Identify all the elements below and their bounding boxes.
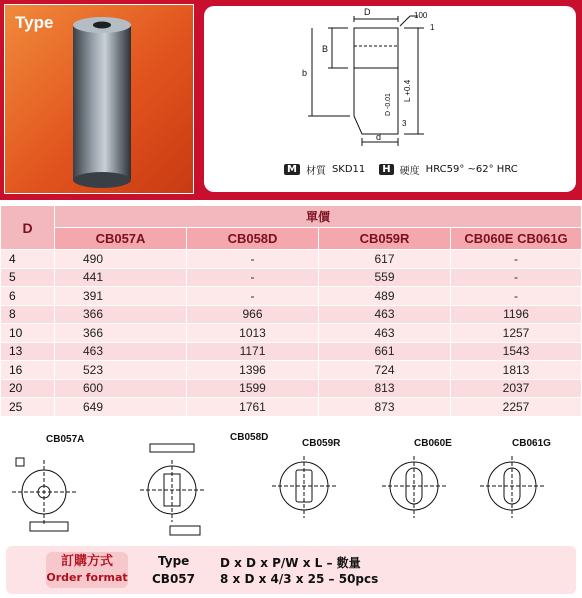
price-cell: 813 (319, 379, 451, 398)
price-cell: - (451, 287, 582, 306)
diagram-code: CB059R (302, 438, 341, 449)
price-cell: 463 (319, 305, 451, 324)
price-cell: 463 (319, 324, 451, 343)
price-cell: 1761 (187, 398, 319, 417)
col-header: CB058D (187, 228, 319, 250)
col-header: CB060E CB061G (451, 228, 582, 250)
dim-Dtol: D -0.01 (385, 93, 392, 116)
price-cell: 966 (187, 305, 319, 324)
order-format-label (46, 552, 128, 588)
header-band (0, 0, 582, 200)
dim-b: b (302, 68, 308, 78)
section-diagrams (0, 430, 582, 540)
technical-drawing-panel (204, 6, 576, 192)
material-label: 材質 (305, 166, 326, 177)
row-d-cell: 25 (1, 398, 55, 417)
group-header: 單價 (55, 206, 582, 228)
row-d-cell: 6 (1, 287, 55, 306)
price-cell: - (187, 250, 319, 269)
type-label: Type (15, 13, 54, 32)
table-row (1, 398, 582, 417)
price-cell: 1196 (451, 305, 582, 324)
price-cell: 2037 (451, 379, 582, 398)
price-cell: 1013 (187, 324, 319, 343)
price-cell: 873 (319, 398, 451, 417)
price-cell: 724 (319, 361, 451, 380)
price-cell: - (187, 268, 319, 287)
price-cell: 559 (319, 268, 451, 287)
price-cell: - (187, 287, 319, 306)
price-cell: 617 (319, 250, 451, 269)
price-table-body (1, 250, 582, 417)
price-cell: 661 (319, 342, 451, 361)
row-d-cell: 13 (1, 342, 55, 361)
price-cell: 1813 (451, 361, 582, 380)
col-d-header: D (1, 206, 55, 250)
technical-drawing (204, 6, 576, 156)
order-label-en: Order format (46, 571, 128, 584)
row-d-cell: 4 (1, 250, 55, 269)
price-cell: - (451, 268, 582, 287)
table-row (1, 342, 582, 361)
price-cell: 600 (55, 379, 187, 398)
table-row (1, 268, 582, 287)
row-d-cell: 5 (1, 268, 55, 287)
material-value: SKD11 (331, 164, 366, 175)
table-row (1, 305, 582, 324)
col-header: CB057A (55, 228, 187, 250)
type-title: Type (158, 554, 190, 568)
price-cell: 366 (55, 324, 187, 343)
section-drawings (0, 430, 582, 540)
price-cell: - (451, 250, 582, 269)
table-row (1, 361, 582, 380)
price-cell: 1599 (187, 379, 319, 398)
table-row (1, 250, 582, 269)
hardness-badge: H (379, 164, 393, 175)
dim-d: d (376, 132, 382, 142)
price-cell: 1396 (187, 361, 319, 380)
hardness-value: HRC59° ~62° HRC (425, 164, 518, 175)
dim-L: L +0.4 (403, 79, 412, 102)
row-d-cell: 10 (1, 324, 55, 343)
dim-B: B (322, 44, 329, 54)
row-d-cell: 20 (1, 379, 55, 398)
product-photo (4, 4, 194, 194)
dim-100: 100 (414, 11, 428, 20)
price-cell: 523 (55, 361, 187, 380)
price-cell: 1257 (451, 324, 582, 343)
price-cell: 463 (55, 342, 187, 361)
dim-3: 3 (402, 119, 407, 128)
diagram-code: CB060E (414, 438, 452, 449)
hardness-label: 硬度 (399, 166, 420, 177)
diagram-code: CB058D (230, 432, 269, 443)
price-cell: 2257 (451, 398, 582, 417)
price-cell: 391 (55, 287, 187, 306)
price-cell: 489 (319, 287, 451, 306)
dim-D: D (364, 7, 371, 17)
row-d-cell: 16 (1, 361, 55, 380)
table-row (1, 379, 582, 398)
price-cell: 1543 (451, 342, 582, 361)
price-cell: 366 (55, 305, 187, 324)
formula-title: D x D x P/W x L – 數量 (220, 556, 361, 570)
price-table (0, 205, 582, 417)
dim-1: 1 (430, 23, 435, 32)
price-cell: 490 (55, 250, 187, 269)
diagram-code: CB061G (512, 438, 551, 449)
cylinder-image (67, 15, 139, 193)
order-label-cn: 訂購方式 (60, 554, 113, 569)
col-header: CB059R (319, 228, 451, 250)
table-row (1, 324, 582, 343)
formula-example: 8 x D x 4/3 x 25 – 50pcs (220, 572, 379, 586)
table-row (1, 287, 582, 306)
price-cell: 1171 (187, 342, 319, 361)
diagram-code: CB057A (46, 434, 85, 445)
price-cell: 441 (55, 268, 187, 287)
spec-line (284, 162, 518, 177)
material-badge: M (284, 164, 300, 175)
price-cell: 649 (55, 398, 187, 417)
order-format-panel (6, 546, 576, 594)
type-value: CB057 (152, 572, 196, 586)
row-d-cell: 8 (1, 305, 55, 324)
